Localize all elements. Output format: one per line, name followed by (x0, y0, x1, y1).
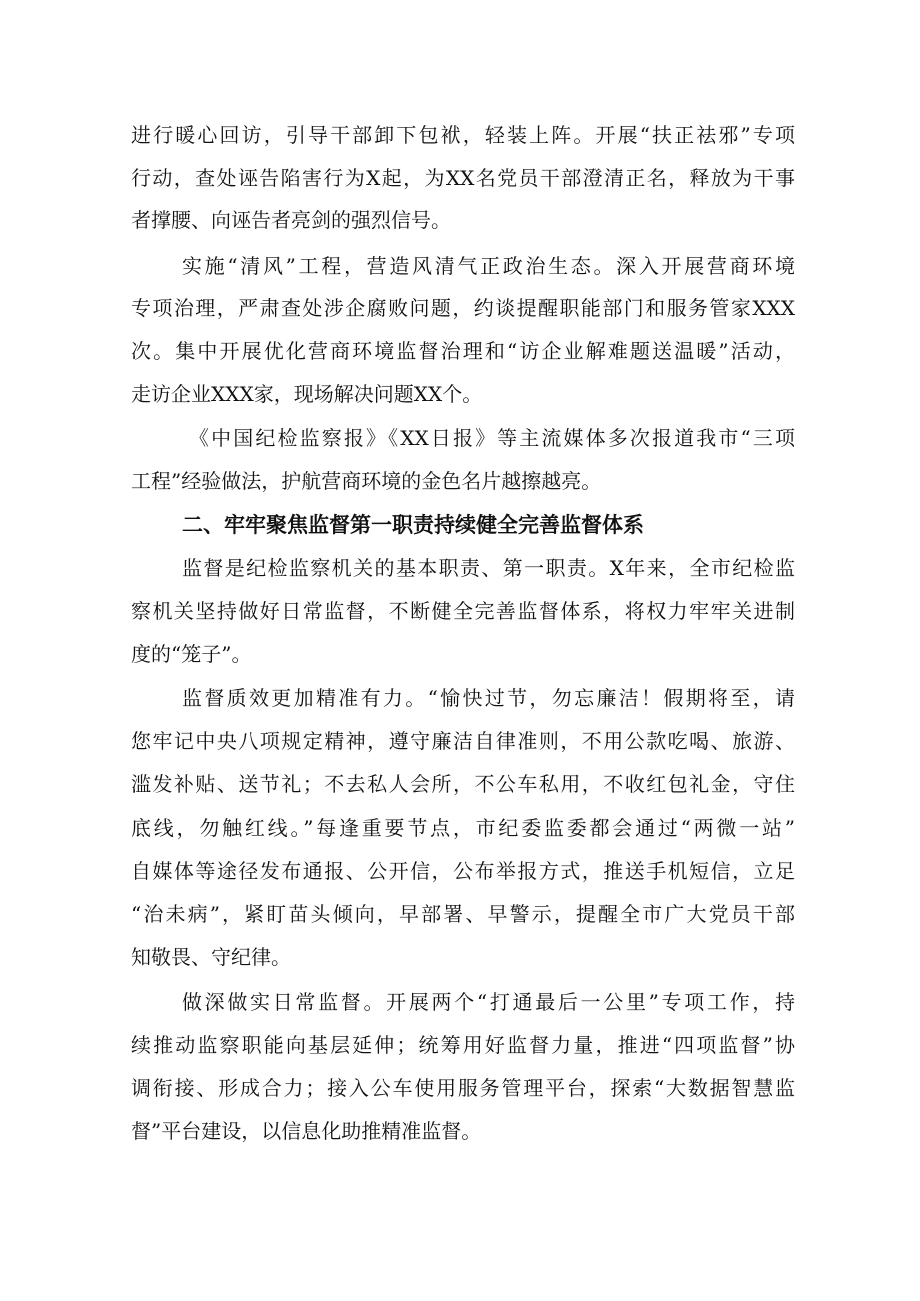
paragraph-2-line-4: 走访企业XXX家，现场解决问题XX个。 (131, 382, 483, 406)
paragraph-3-line-2: 工程”经验做法，护航营商环境的金色名片越擦越亮。 (131, 469, 602, 493)
paragraph-5-line-7: 知敬畏、守纪律。 (131, 945, 291, 969)
paragraph-5-line-4: 底线，勿触红线。”每逢重要节点，市纪委监委都会通过“两微一站” (131, 816, 795, 840)
paragraph-4-line-1: 监督是纪检监察机关的基本职责、第一职责。X年来，全市纪检监 (182, 556, 795, 580)
paragraph-5-line-3: 滥发补贴、送节礼；不去私人会所，不公车私用，不收红包礼金，守住 (131, 772, 795, 796)
section-heading: 二、牢牢聚焦监督第一职责持续健全完善监督体系 (182, 513, 644, 537)
paragraph-6-line-1: 做深做实日常监督。开展两个“打通最后一公里”专项工作，持 (182, 990, 795, 1014)
paragraph-6-line-2: 续推动监察职能向基层延伸；统筹用好监督力量，推进“四项监督”协 (131, 1033, 795, 1057)
paragraph-5-line-6: “治未病”，紧盯苗头倾向，早部署、早警示，提醒全市广大党员干部 (131, 902, 795, 926)
paragraph-1-line-2: 行动，查处诬告陷害行为X起，为XX名党员干部澄清正名，释放为干事 (131, 166, 795, 190)
paragraph-2-line-1: 实施“清风”工程，营造风清气正政治生态。深入开展营商环境 (182, 254, 795, 278)
paragraph-5-line-2: 您牢记中央八项规定精神，遵守廉洁自律准则，不用公款吃喝、旅游、 (131, 729, 795, 753)
paragraph-6-line-4: 督”平台建设，以信息化助推精准监督。 (131, 1119, 482, 1143)
paragraph-3-line-1: 《中国纪检监察报》《XX日报》等主流媒体多次报道我市“三项 (189, 426, 795, 450)
paragraph-1-line-3: 者撑腰、向诬告者亮剑的强烈信号。 (131, 208, 451, 232)
paragraph-4-line-3: 度的“笼子”。 (131, 642, 252, 666)
paragraph-5-line-1: 监督质效更加精准有力。“愉快过节，勿忘廉洁！假期将至，请 (182, 686, 795, 710)
paragraph-1-line-1: 进行暖心回访，引导干部卸下包袱，轻装上阵。开展“扶正祛邪”专项 (131, 123, 795, 147)
paragraph-2-line-3: 次。集中开展优化营商环境监督治理和“访企业解难题送温暖”活动， (131, 339, 795, 363)
paragraph-5-line-5: 自媒体等途径发布通报、公开信，公布举报方式，推送手机短信，立足 (131, 859, 795, 883)
paragraph-2-line-2: 专项治理，严肃查处涉企腐败问题，约谈提醒职能部门和服务管家XXX (131, 296, 795, 320)
paragraph-6-line-3: 调衔接、形成合力；接入公车使用服务管理平台，探索“大数据智慧监 (131, 1076, 795, 1100)
paragraph-4-line-2: 察机关坚持做好日常监督，不断健全完善监督体系，将权力牢牢关进制 (131, 599, 795, 623)
